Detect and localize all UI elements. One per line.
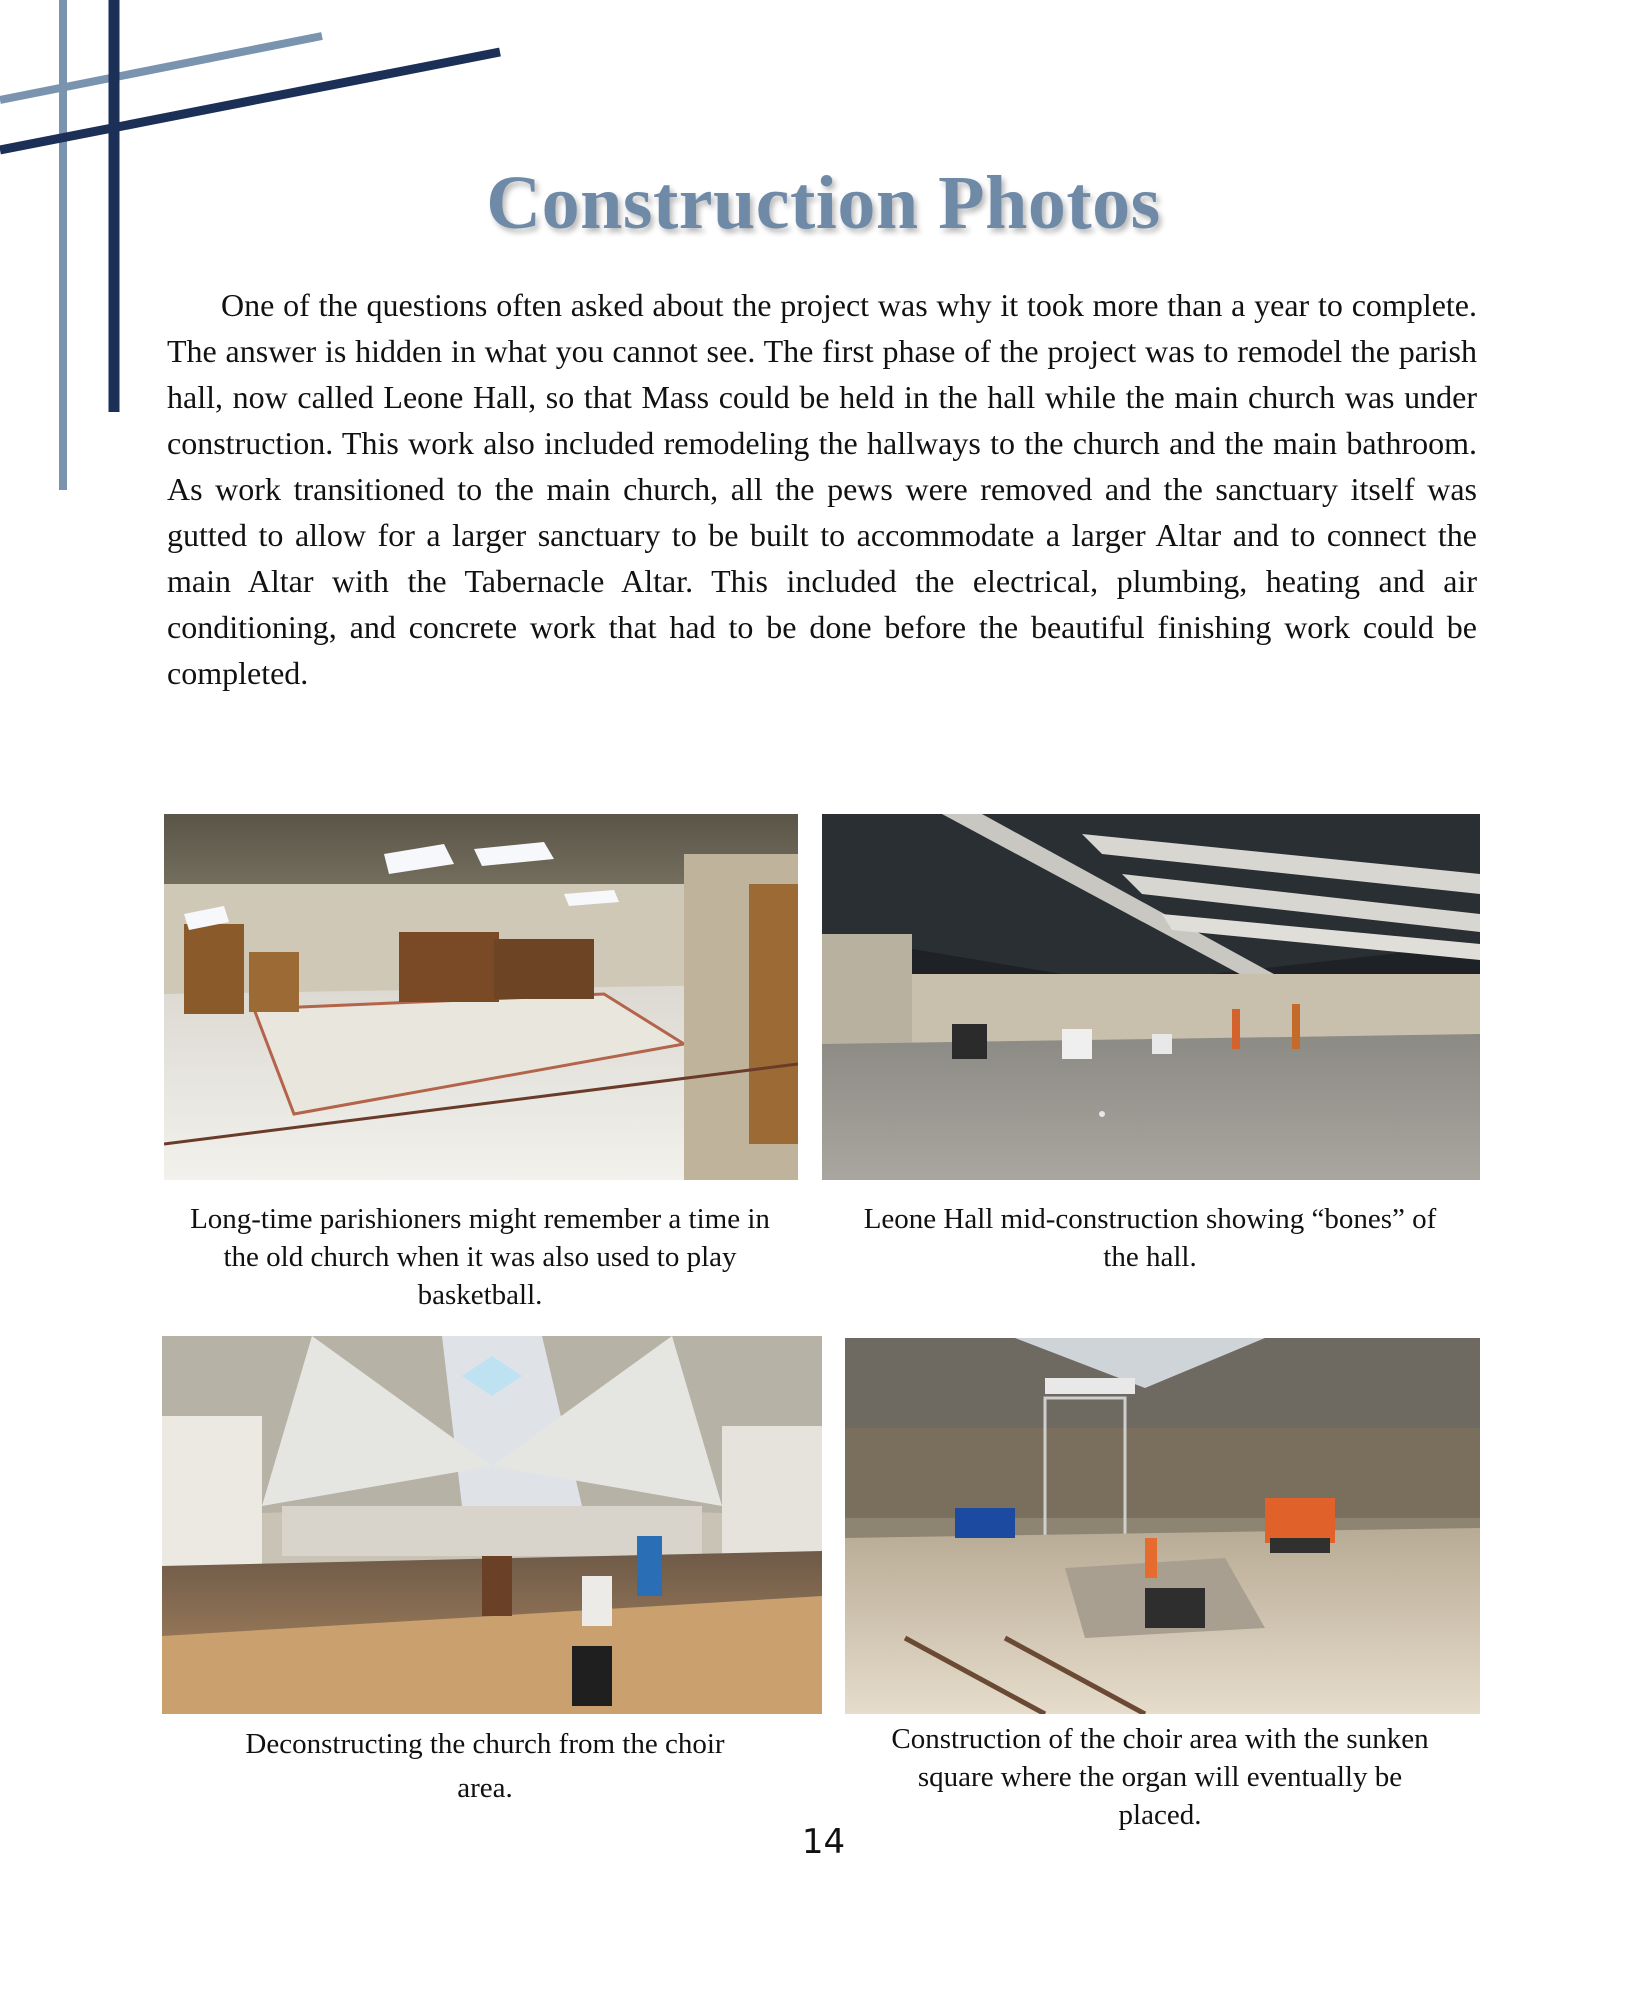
page-number: 14	[801, 1822, 846, 1862]
photo-old-church-gym	[164, 814, 798, 1180]
photo-caption: Construction of the choir area with the sunken square where the organ will eventually be placed.	[891, 1723, 1429, 1831]
photo-choir-construction	[845, 1338, 1480, 1714]
photo-caption: Long-time parishioners might remember a time in the old church when it was also used to play basketball.	[190, 1203, 770, 1311]
photo-caption: Leone Hall mid-construction showing “bones” of the hall.	[863, 1203, 1437, 1273]
intro-paragraph: One of the questions often asked about the project was why it took more than a year to complete. The answer is hidden in what you cannot see. The first phase of the project was to remodel the parish hall, now called Leone Hall, so that Mass could be held in the hall while the main church was under construction. This work also included remodeling the hallways to the church and the main bathroom. As work transitioned to the main church, all the pews were removed and the sanctuary itself was gutted to allow for a larger sanctuary to be built to accommodate a larger Altar and to connect the main Altar with the Tabernacle Altar. This included the electrical, plumbing, heating and air conditioning, and concrete work that had to be done before the beautiful finishing work could be completed.	[167, 287, 1477, 691]
photo-deconstructing-church	[162, 1336, 822, 1714]
photo-leone-hall	[822, 814, 1480, 1180]
page-title: Construction Photos	[486, 161, 1161, 245]
photo-caption: Deconstructing the church from the choir area.	[245, 1728, 725, 1804]
